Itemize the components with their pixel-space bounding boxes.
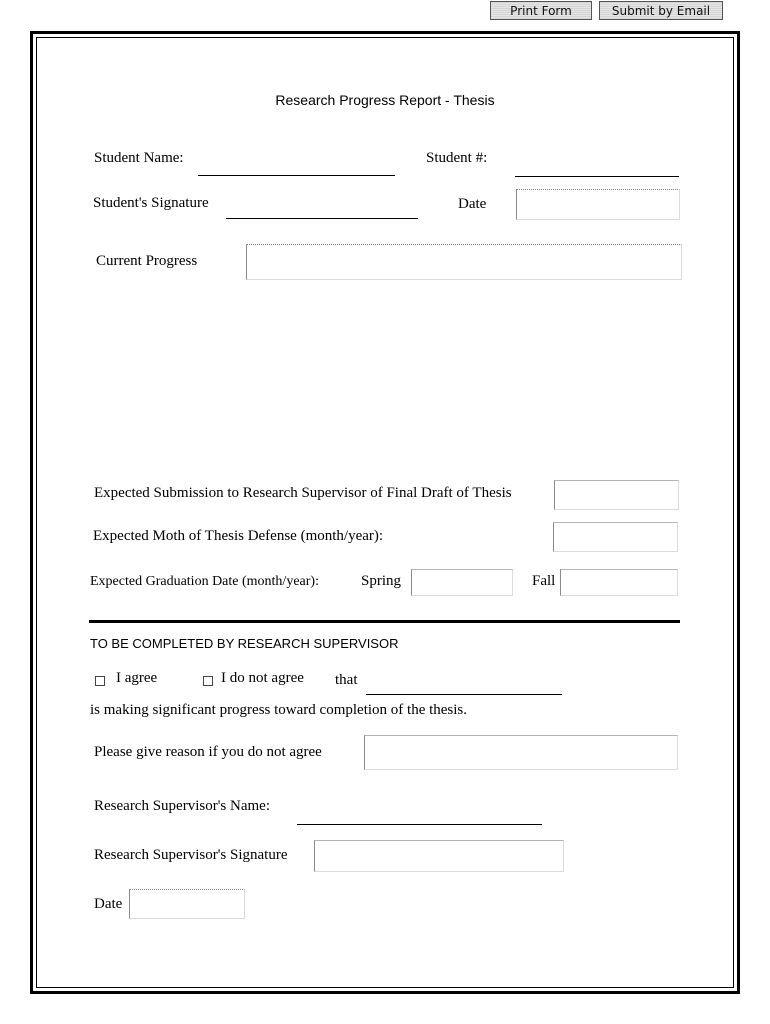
student-number-field[interactable] bbox=[515, 176, 679, 177]
date-label: Date bbox=[458, 196, 487, 212]
expected-submission-input[interactable] bbox=[554, 480, 679, 510]
form-title: Research Progress Report - Thesis bbox=[275, 92, 495, 108]
supervisor-name-field[interactable] bbox=[297, 824, 542, 825]
expected-defense-label: Expected Moth of Thesis Defense (month/year): bbox=[93, 528, 384, 544]
supervisor-signature-label: Research Supervisor's Signature bbox=[94, 847, 288, 863]
supervisor-name-label: Research Supervisor's Name: bbox=[94, 798, 270, 814]
expected-submission-label: Expected Submission to Research Supervisor of Final Draft of Thesis bbox=[94, 485, 512, 501]
expected-graduation-label: Expected Graduation Date (month/year): bbox=[90, 574, 319, 589]
agree-checkbox[interactable] bbox=[95, 676, 105, 686]
supervisor-date-label: Date bbox=[94, 896, 123, 912]
supervisor-date-input[interactable] bbox=[129, 889, 245, 919]
current-progress-input[interactable] bbox=[246, 244, 682, 280]
submit-by-email-button[interactable]: Submit by Email bbox=[599, 1, 723, 20]
supervisor-signature-input[interactable] bbox=[314, 840, 564, 872]
supervisor-heading: TO BE COMPLETED BY RESEARCH SUPERVISOR bbox=[90, 636, 399, 651]
student-name-label: Student Name: bbox=[94, 150, 184, 166]
reason-label: Please give reason if you do not agree bbox=[94, 744, 322, 760]
reason-input[interactable] bbox=[364, 735, 678, 770]
disagree-label: I do not agree bbox=[221, 670, 304, 686]
date-input[interactable] bbox=[516, 189, 680, 220]
spring-label: Spring bbox=[361, 573, 402, 589]
disagree-checkbox[interactable] bbox=[203, 676, 213, 686]
that-label: that bbox=[335, 672, 358, 688]
print-form-button[interactable]: Print Form bbox=[490, 1, 592, 20]
fall-label: Fall bbox=[532, 573, 556, 589]
student-signature-field[interactable] bbox=[226, 218, 418, 219]
student-name-agree-field[interactable] bbox=[366, 694, 562, 695]
fall-input[interactable] bbox=[560, 569, 678, 596]
agree-label: I agree bbox=[116, 670, 158, 686]
current-progress-label: Current Progress bbox=[96, 253, 198, 269]
expected-defense-input[interactable] bbox=[553, 522, 678, 552]
spring-input[interactable] bbox=[411, 569, 513, 596]
progress-statement: is making significant progress toward completion of the thesis. bbox=[90, 702, 468, 718]
student-name-field[interactable] bbox=[198, 175, 395, 176]
section-divider bbox=[89, 620, 680, 623]
student-signature-label: Student's Signature bbox=[93, 195, 209, 211]
student-number-label: Student #: bbox=[426, 150, 488, 166]
